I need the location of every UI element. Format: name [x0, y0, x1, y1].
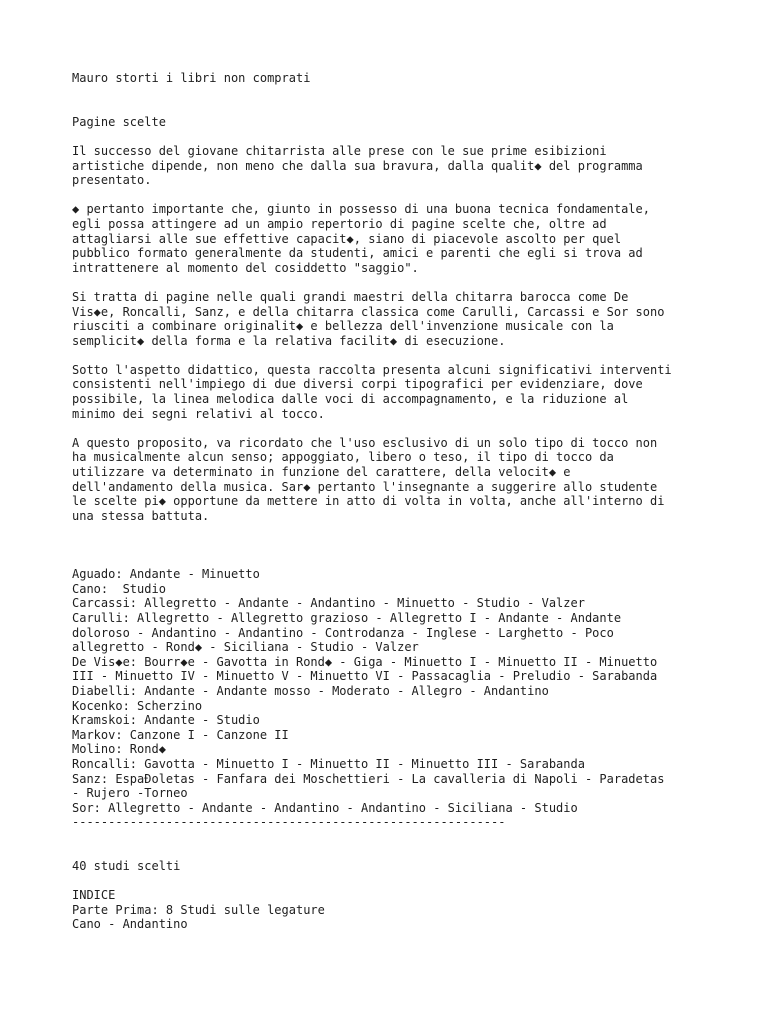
text-line: Si tratta di pagine nelle quali grandi maestri della chitarra barocca come De: [72, 289, 629, 304]
text-line: egli possa attingere ad un ampio repertorio di pagine scelte che, oltre ad: [72, 216, 607, 231]
text-line: Sanz: EspaÐoletas - Fanfara dei Moschettieri - La cavalleria di Napoli - Paradetas: [72, 771, 665, 786]
text-line: le scelte pi◆ opportune da mettere in atto di volta in volta, anche all'interno di: [72, 494, 665, 509]
text-line: INDICE: [72, 888, 116, 903]
text-line: Carulli: Allegretto - Allegretto grazioso - Allegretto I - Andante - Andante: [72, 610, 622, 625]
text-line: Roncalli: Gavotta - Minuetto I - Minuetto II - Minuetto III - Sarabanda: [72, 756, 585, 771]
text-line: III - Minuetto IV - Minuetto V - Minuetto VI - Passacaglia - Preludio - Sarabanda: [72, 669, 658, 684]
document-text: [72, 71, 752, 932]
text-line: A questo proposito, va ricordato che l'uso esclusivo di un solo tipo di tocco non: [72, 435, 658, 450]
text-line: Kocenko: Scherzino: [72, 698, 203, 713]
text-line: attagliarsi alle sue effettive capacit◆, siano di piacevole ascolto per quel: [72, 231, 622, 246]
text-line: [72, 129, 752, 144]
text-line: una stessa battuta.: [72, 508, 210, 523]
text-line: Sotto l'aspetto didattico, questa raccolta presenta alcuni significativi interventi: [72, 362, 672, 377]
text-line: ha musicalmente alcun senso; appoggiato, libero o teso, il tipo di tocco da: [72, 450, 614, 465]
text-line: Kramskoi: Andante - Studio: [72, 713, 260, 728]
text-line: - Rujero -Torneo: [72, 786, 188, 801]
text-line: [72, 538, 752, 553]
text-line: Mauro storti i libri non comprati: [72, 71, 311, 85]
text-line: intrattenere al momento del cosiddetto "saggio".: [72, 260, 419, 275]
text-line: [72, 830, 752, 845]
text-line: [72, 844, 752, 859]
text-line: De Vis◆e: Bourr◆e - Gavotta in Rond◆ - Giga - Minuetto I - Minuetto II - Minuetto: [72, 654, 658, 669]
text-line: artistiche dipende, non meno che dalla sua bravura, dalla qualit◆ del programma: [72, 158, 643, 173]
text-line: ------------------------------------------------------------: [72, 815, 506, 830]
text-line: utilizzare va determinato in funzione del carattere, della velocit◆ e: [72, 465, 571, 480]
text-line: [72, 523, 752, 538]
text-line: Sor: Allegretto - Andante - Andantino - Andantino - Siciliana - Studio: [72, 800, 578, 815]
text-line: Parte Prima: 8 Studi sulle legature: [72, 902, 325, 917]
text-line: doloroso - Andantino - Andantino - Controdanza - Inglese - Larghetto - Poco: [72, 625, 614, 640]
text-line: minimo dei segni relativi al tocco.: [72, 406, 325, 421]
text-line: Diabelli: Andante - Andante mosso - Moderato - Allegro - Andantino: [72, 683, 549, 698]
text-line: riusciti a combinare originalit◆ e bellezza dell'invenzione musicale con la: [72, 319, 614, 334]
text-line: [72, 421, 752, 436]
text-line: consistenti nell'impiego di due diversi corpi tipografici per evidenziare, dove: [72, 377, 643, 392]
text-line: [72, 874, 752, 889]
text-line: pubblico formato generalmente da studenti, amici e parenti che egli si trova ad: [72, 246, 643, 261]
text-line: Il successo del giovane chitarrista alle prese con le sue prime esibizioni: [72, 143, 607, 158]
text-line: Carcassi: Allegretto - Andante - Andantino - Minuetto - Studio - Valzer: [72, 596, 585, 611]
text-line: Cano: Studio: [72, 581, 166, 596]
text-line: possibile, la linea melodica dalle voci di accompagnamento, e la riduzione al: [72, 392, 629, 407]
text-line: [72, 275, 752, 290]
text-line: [72, 348, 752, 363]
text-line: Molino: Rond◆: [72, 742, 166, 757]
text-line: 40 studi scelti: [72, 859, 181, 874]
text-line: ◆ pertanto importante che, giunto in possesso di una buona tecnica fondamentale,: [72, 202, 650, 217]
text-line: [72, 188, 752, 203]
text-line: allegretto - Rond◆ - Siciliana - Studio - Valzer: [72, 640, 419, 655]
text-line: dell'andamento della musica. Sar◆ pertanto l'insegnante a suggerire allo studente: [72, 479, 658, 494]
text-line: Cano - Andantino: [72, 917, 188, 932]
text-line: Pagine scelte: [72, 114, 166, 129]
text-line: [72, 553, 752, 568]
text-line: [72, 100, 752, 115]
text-line: Vis◆e, Roncalli, Sanz, e della chitarra classica come Carulli, Carcassi e Sor sono: [72, 304, 665, 319]
text-line: [72, 86, 752, 101]
text-line: Aguado: Andante - Minuetto: [72, 567, 260, 582]
text-line: presentato.: [72, 173, 152, 188]
text-line: Markov: Canzone I - Canzone II: [72, 727, 289, 742]
text-line: semplicit◆ della forma e la relativa facilit◆ di esecuzione.: [72, 333, 506, 348]
